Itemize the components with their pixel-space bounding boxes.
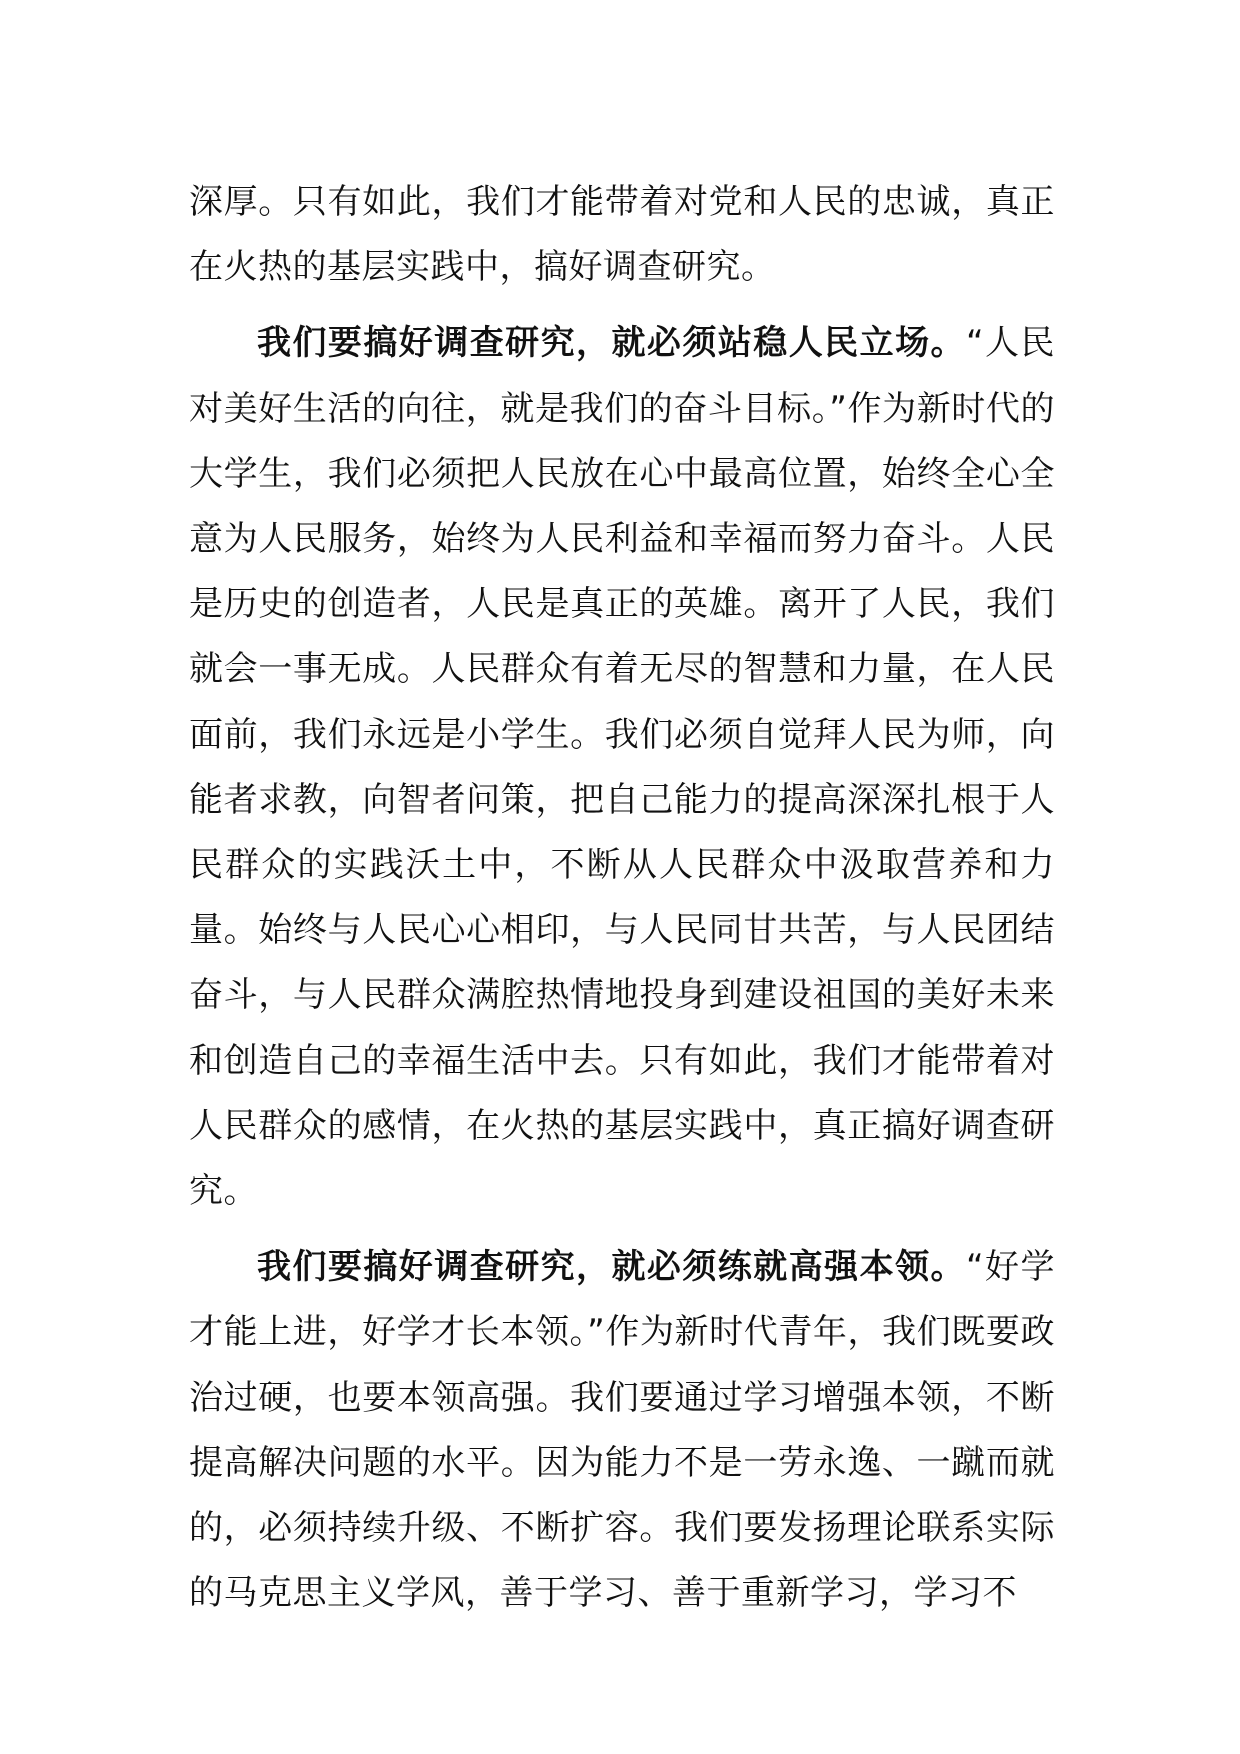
paragraph-lead: 我们要搞好调查研究，就必须站稳人民立场。 [257,323,966,364]
paragraph-lead: 我们要搞好调查研究，就必须练就高强本领。 [257,1247,966,1288]
document-page [189,170,1055,1637]
paragraph-skills [189,1235,1055,1626]
paragraph-continuation [189,170,1055,300]
paragraph-text: “人民对美好生活的向往，就是我们的奋斗目标。”作为新时代的大学生，我们必须把人民放在心中最高位置，始终全心全意为人民服务，始终为人民利益和幸福而努力奋斗。人民是历史的创造者，人民是真正的英雄。离开了人民，我们就会一事无成。人民群众有着无尽的智慧和力量，在人民面前，我们永远是小学生。我们必须自觉拜人民为师，向能者求教，向智者问策，把自己能力的提高深深扎根于人民群众的实践沃土中，不断从人民群众中汲取营养和力量。始终与人民心心相印，与人民同甘共苦，与人民团结奋斗，与人民群众满腔热情地投身到建设祖国的美好未来和创造自己的幸福生活中去。只有如此，我们才能带着对人民群众的感情，在火热的基层实践中，真正搞好调查研究。 [189,323,1055,1212]
paragraph-text: 深厚。只有如此，我们才能带着对党和人民的忠诚，真正在火热的基层实践中，搞好调查研究。 [189,182,1055,288]
paragraph-text: “好学才能上进，好学才长本领。”作为新时代青年，我们既要政治过硬，也要本领高强。我们要通过学习增强本领，不断提高解决问题的水平。因为能力不是一劳永逸、一蹴而就的，必须持续升级、不断扩容。我们要发扬理论联系实际的马克思主义学风，善于学习、善于重新学习，学习不 [189,1247,1055,1614]
paragraph-people-stance [189,311,1055,1224]
